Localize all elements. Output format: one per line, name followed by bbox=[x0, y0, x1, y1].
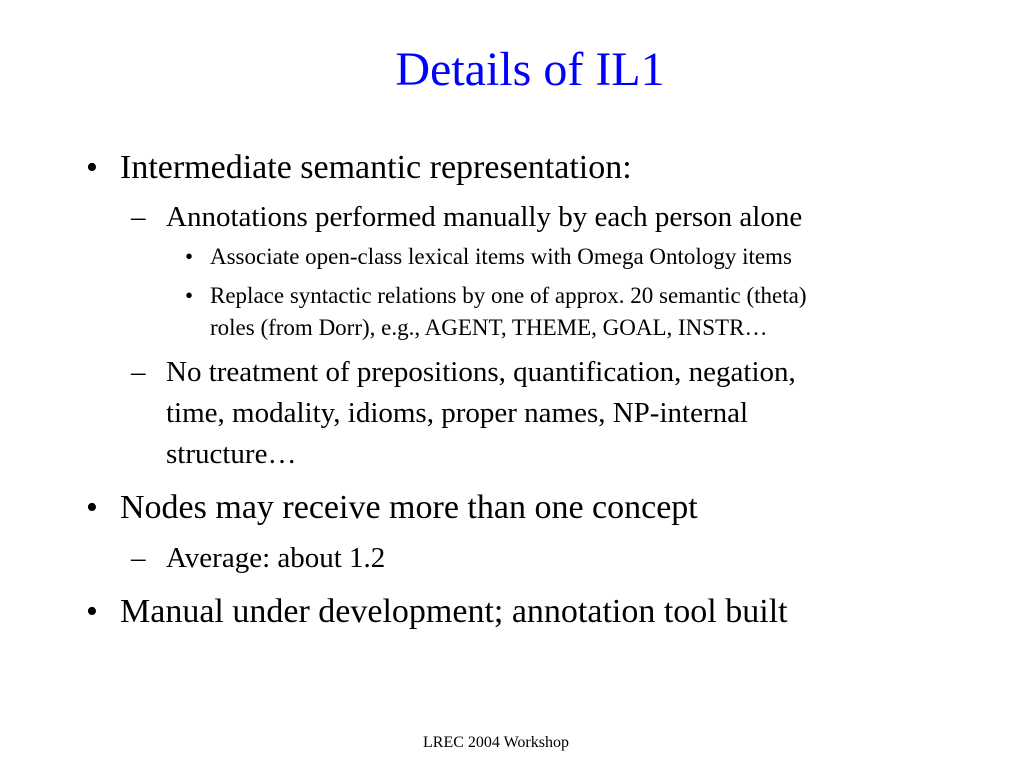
slide-title: Details of IL1 bbox=[395, 43, 665, 96]
dash-marker: – bbox=[131, 201, 146, 233]
bullet-nodes-concepts: Nodes may receive more than one concept bbox=[120, 489, 698, 526]
sub-bullet-no-treatment-line2: time, modality, idioms, proper names, NP-internal bbox=[166, 397, 749, 429]
sub-bullet-annotations: Annotations performed manually by each person alone bbox=[166, 201, 803, 233]
sub-sub-bullet-associate: Associate open-class lexical items with Omega Ontology items bbox=[210, 244, 792, 269]
sub-bullet-no-treatment-line1: No treatment of prepositions, quantification, negation, bbox=[166, 356, 796, 388]
bullet-marker: • bbox=[86, 489, 98, 526]
sub-sub-bullet-replace-line2: roles (from Dorr), e.g., AGENT, THEME, GOAL, INSTR… bbox=[210, 315, 768, 340]
sub-sub-bullet-replace-line1: Replace syntactic relations by one of approx. 20 semantic (theta) bbox=[210, 283, 807, 308]
sub-bullet-average: Average: about 1.2 bbox=[166, 542, 386, 574]
bullet-intermediate-representation: Intermediate semantic representation: bbox=[120, 149, 632, 186]
dash-marker: – bbox=[131, 356, 146, 388]
bullet-marker: • bbox=[86, 593, 98, 630]
bullet-marker: • bbox=[86, 149, 98, 186]
bullet-marker: • bbox=[185, 244, 194, 269]
bullet-manual-development: Manual under development; annotation tool built bbox=[120, 593, 788, 630]
bullet-marker: • bbox=[185, 283, 194, 308]
dash-marker: – bbox=[131, 542, 146, 574]
slide-footer: LREC 2004 Workshop bbox=[423, 734, 569, 751]
sub-bullet-no-treatment-line3: structure… bbox=[166, 438, 297, 470]
